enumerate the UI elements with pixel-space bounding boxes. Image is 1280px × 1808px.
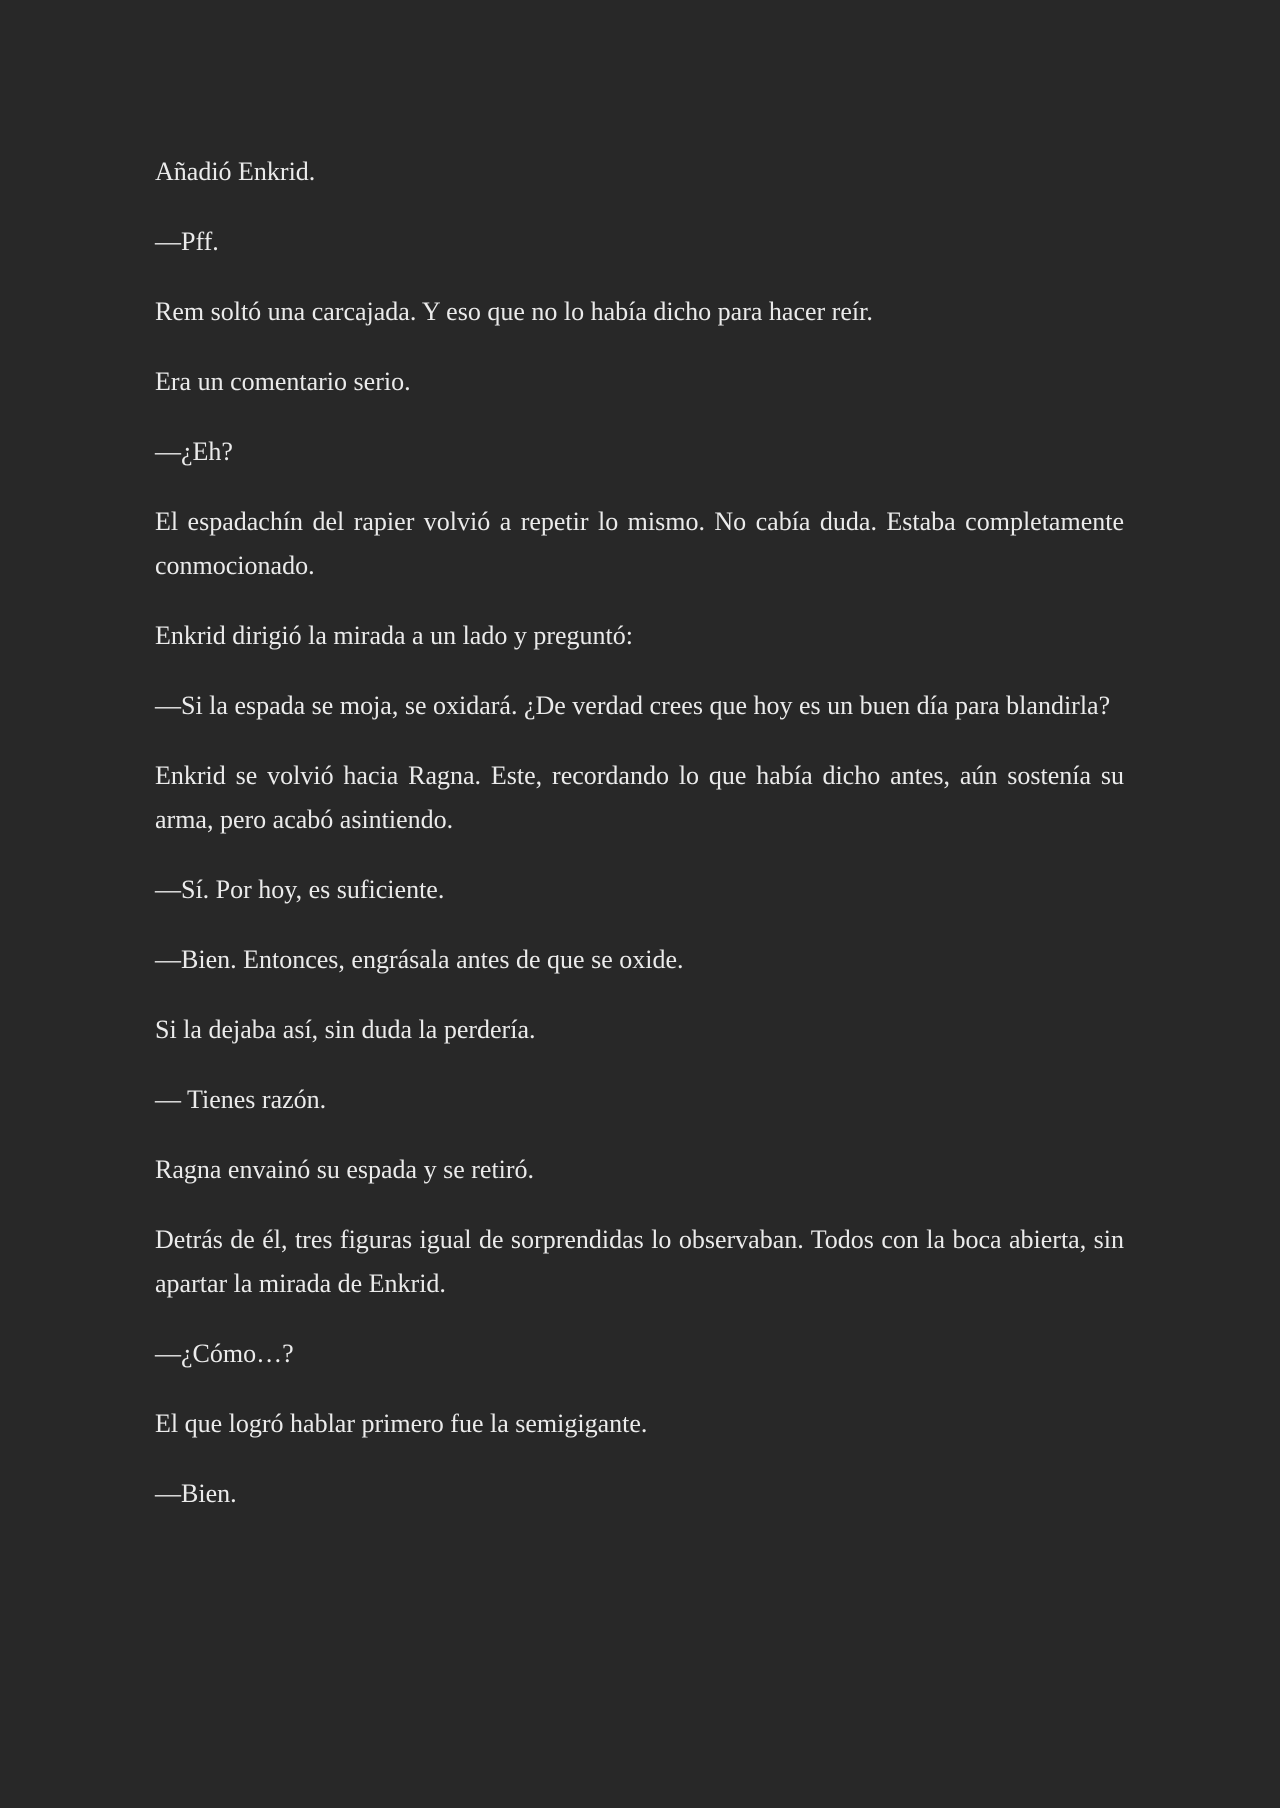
paragraph: Rem soltó una carcajada. Y eso que no lo había dicho para hacer reír. [155, 297, 873, 326]
paragraph: Enkrid se volvió hacia Ragna. Este, recordando lo que había dicho antes, aún sostenía su arma, pero acabó asintiendo. [155, 761, 1124, 834]
paragraph: Era un comentario serio. [155, 367, 411, 396]
paragraph: —¿Cómo…? [155, 1339, 294, 1368]
paragraph: Detrás de él, tres figuras igual de sorprendidas lo observaban. Todos con la boca abierta, sin apartar la mirada de Enkrid. [155, 1225, 1124, 1298]
paragraph: —Si la espada se moja, se oxidará. ¿De verdad crees que hoy es un buen día para blandirla? [155, 691, 1111, 720]
reader-page [155, 150, 1124, 1542]
paragraph: —Bien. Entonces, engrásala antes de que se oxide. [155, 945, 684, 974]
paragraph: —Sí. Por hoy, es suficiente. [155, 875, 445, 904]
paragraph: —¿Eh? [155, 437, 233, 466]
paragraph: Enkrid dirigió la mirada a un lado y preguntó: [155, 621, 633, 650]
paragraph: Si la dejaba así, sin duda la perdería. [155, 1015, 536, 1044]
paragraph: El espadachín del rapier volvió a repetir lo mismo. No cabía duda. Estaba completamente conmocionado. [155, 507, 1124, 580]
paragraph: El que logró hablar primero fue la semigigante. [155, 1409, 648, 1438]
paragraph: —Bien. [155, 1479, 237, 1508]
paragraph: —Pff. [155, 227, 219, 256]
paragraph: Añadió Enkrid. [155, 157, 316, 186]
paragraph: — Tienes razón. [155, 1085, 327, 1114]
paragraph: Ragna envainó su espada y se retiró. [155, 1155, 535, 1184]
